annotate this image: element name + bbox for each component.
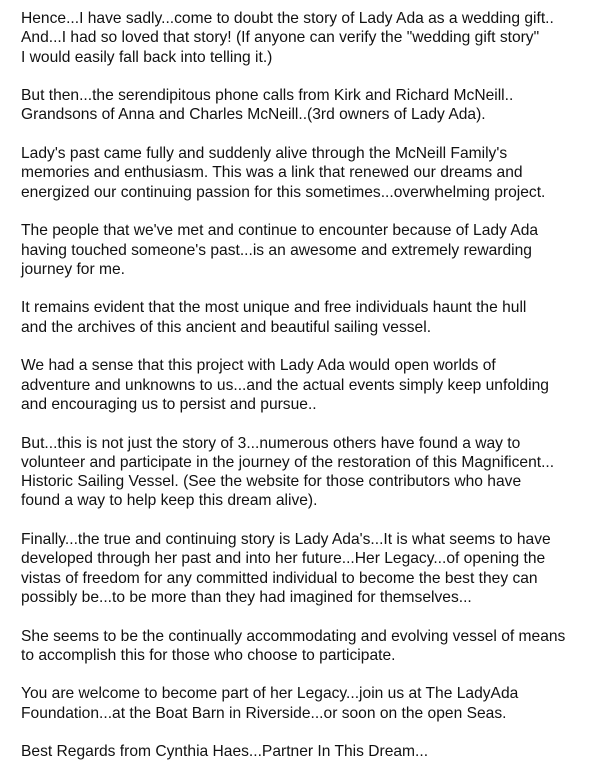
text-line: and encouraging us to persist and pursue.. (21, 395, 317, 413)
text-line: having touched someone's past...is an awesome and extremely rewarding (21, 241, 532, 259)
text-line: Grandsons of Anna and Charles McNeill..(3rd owners of Lady Ada). (21, 106, 486, 124)
text-line: found a way to help keep this dream alive). (21, 492, 318, 510)
paragraph (21, 356, 594, 414)
text-line: to accomplish this for those who choose to participate. (21, 646, 396, 664)
paragraph (21, 298, 594, 337)
text-line: I would easily fall back into telling it.) (21, 48, 273, 66)
letter-body (21, 9, 594, 762)
text-line: journey for me. (21, 260, 126, 278)
paragraph (21, 684, 594, 723)
text-line: Hence...I have sadly...come to doubt the story of Lady Ada as a wedding gift.. (21, 10, 554, 27)
paragraph (21, 434, 594, 511)
text-line: developed through her past and into her future...Her Legacy...of opening the (21, 550, 546, 568)
text-line: possibly be...to be more than they had imagined for themselves... (21, 588, 472, 606)
paragraph (21, 86, 594, 125)
text-line: memories and enthusiasm. This was a link that renewed our dreams and (21, 164, 523, 182)
text-line: The people that we've met and continue to encounter because of Lady Ada (21, 222, 539, 240)
paragraph (21, 221, 594, 279)
text-line: energized our continuing passion for this sometimes...overwhelming project. (21, 183, 546, 201)
paragraph (21, 627, 594, 666)
text-line: Lady's past came fully and suddenly alive through the McNeill Family's (21, 145, 508, 163)
text-line: And...I had so loved that story! (If anyone can verify the "wedding gift story" (21, 29, 540, 47)
text-line: adventure and unknowns to us...and the actual events simply keep unfolding (21, 376, 549, 394)
paragraph (21, 9, 594, 67)
text-line: It remains evident that the most unique and free individuals haunt the hull (21, 299, 527, 317)
paragraph (21, 530, 594, 607)
text-line: But...this is not just the story of 3...numerous others have found a way to (21, 434, 521, 452)
text-line: Foundation...at the Boat Barn in Riverside...or soon on the open Seas. (21, 704, 507, 722)
paragraph (21, 742, 594, 761)
text-line: Historic Sailing Vessel. (See the website for those contributors who have (21, 473, 522, 491)
text-line: But then...the serendipitous phone calls from Kirk and Richard McNeill.. (21, 87, 514, 105)
text-line: We had a sense that this project with Lady Ada would open worlds of (21, 357, 496, 375)
text-line: Finally...the true and continuing story is Lady Ada's...It is what seems to have (21, 531, 551, 549)
text-line: Best Regards from Cynthia Haes...Partner In This Dream... (21, 743, 429, 761)
paragraph (21, 144, 594, 202)
text-line: vistas of freedom for any committed individual to become the best they can (21, 569, 538, 587)
text-line: volunteer and participate in the journey of the restoration of this Magnificent... (21, 453, 555, 471)
text-line: She seems to be the continually accommodating and evolving vessel of means (21, 627, 566, 645)
text-line: You are welcome to become part of her Legacy...join us at The LadyAda (21, 685, 519, 703)
text-line: and the archives of this ancient and beautiful sailing vessel. (21, 318, 432, 336)
